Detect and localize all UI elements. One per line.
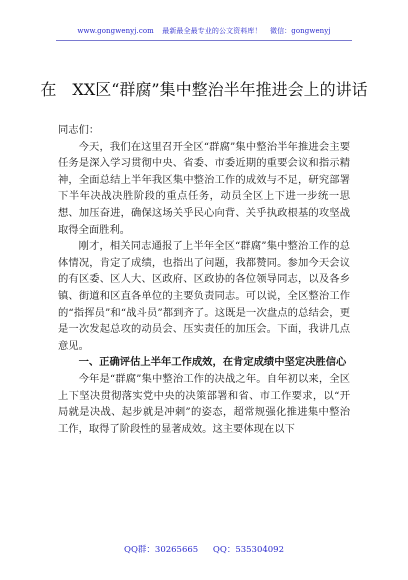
footer-qq-group: QQ群：30265665 (123, 545, 199, 555)
salutation: 同志们： (58, 124, 100, 136)
page-header (0, 26, 408, 36)
document-title: 在 XX区“群腐”集中整治半年推进会上的讲话 (40, 80, 368, 99)
footer-qq: QQ：535304092 (212, 545, 284, 555)
document-body (58, 122, 350, 437)
paragraph-2: 刚才，相关同志通报了上半年全区“群腐”集中整治工作的总体情况，肯定了成绩，也指出了问题，我都赞同。参加今天会议的有区委、区人大、区政府、区政协的各位领导同志，以及各乡镇、街道和区直各单位的主要负责同志。可以说，全区整治工作的“指挥员”和“战斗员”都到齐了。这既是一次盘点的总结会，更是一次发起总攻的动员会、压实责任的加压会。下面，我讲几点意见。 (58, 240, 350, 352)
page-footer (0, 543, 408, 555)
header-divider (56, 40, 352, 41)
section-heading-1: 一、正确评估上半年工作成效，在肯定成绩中坚定决胜信心 (78, 356, 347, 369)
section-1-paragraph: 今年是“群腐”集中整治工作的决战之年。自年初以来，全区上下坚决贯彻落实党中央的决策部署和省、市工作要求，以“开局就是决战、起步就是冲刺”的姿态，超常规强化推进集中整治工作，取得了阶段性的显著成效。这主要体现在以下 (58, 372, 350, 435)
paragraph-1: 今天，我们在这里召开全区“群腐”集中整治半年推进会主要任务是深入学习贯彻中央、省委、市委近期的重要会议和指示精神，全面总结上半年我区集中整治工作的成效与不足，研究部署下半年决战决胜阶段的重点任务，动员全区上下进一步统一思想、加压奋进，确保这场关乎民心向背、关乎执政根基的攻坚战取得全面胜利。 (58, 140, 350, 236)
header-site-url[interactable]: www.gongwenyj.com (77, 27, 154, 35)
header-wechat: 微信：gongwenyj (269, 27, 331, 35)
header-slogan: 最新最全最专业的公文资料库！ (162, 27, 262, 35)
